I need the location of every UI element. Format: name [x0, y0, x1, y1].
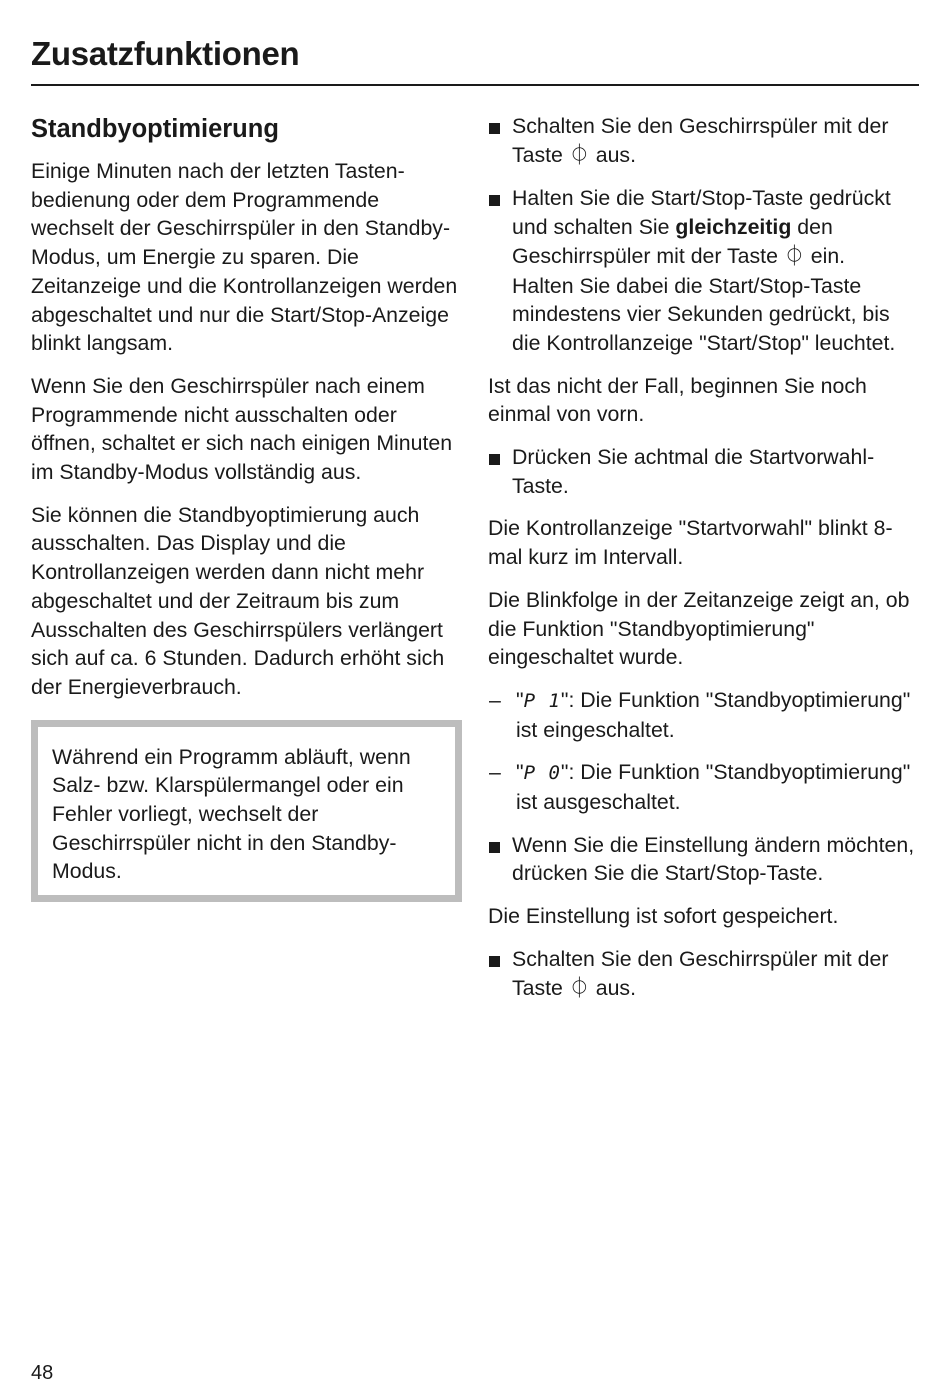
left-column [31, 112, 463, 902]
dash-item-off: – "P 0": Die Funktion "Standbyoptimierung" ist ausgeschaltet. [489, 760, 911, 815]
step-press-delay-start: Drücken Sie achtmal die Startvorwahl-Taste. [488, 443, 920, 500]
step-hold-detail: Halten Sie dabei die Start/Stop-Taste mindestens vier Sekunden gedrückt, bis die Kontrollanzeige "Start/Stop" leuchtet. [512, 273, 896, 355]
page-number: 48 [31, 1362, 54, 1382]
bullet-icon [489, 195, 500, 206]
notice-box [31, 720, 462, 903]
power-button-icon: ⏀ [568, 143, 590, 167]
step-switch-off: Schalten Sie den Geschirrspüler mit der Taste ⏀ aus. [488, 112, 920, 170]
dash-icon: – [489, 760, 501, 785]
paragraph-standby-intro: Einige Minuten nach der letzten Tastenbedienung oder dem Programmende wechselt der Geschirrspüler in den Standby-Modus, um Energie zu sparen. Die Zeitanzeige und die Kontrollanzeigen werden abgeschaltet und nur die Start/Stop-Anzeige blinkt langsam. [31, 159, 458, 356]
power-button-icon: ⏀ [783, 244, 805, 268]
step-switch-off-final: Schalten Sie den Geschirrspüler mit der Taste ⏀ aus. [488, 945, 920, 1003]
bullet-icon [489, 956, 500, 967]
header-rule [31, 84, 919, 86]
bullet-icon [489, 842, 500, 853]
display-code-p1: P 1 [523, 689, 561, 712]
paragraph-retry: Ist das nicht der Fall, beginnen Sie noch einmal von vorn. [488, 373, 867, 427]
dash-icon: – [489, 687, 501, 712]
paragraph-saved: Die Einstellung ist sofort gespeichert. [488, 904, 839, 929]
notice-text: Während ein Programm abläuft, wenn Salz- bzw. Klarspülermangel oder ein Fehler vorliegt, wechselt der Geschirrspüler nicht in den Standby-Modus. [52, 744, 411, 884]
paragraph-indicator-blinks: Die Kontrollanzeige "Startvorwahl" blinkt 8-mal kurz im Intervall. [488, 516, 893, 570]
dash-item-on: – "P 1": Die Funktion "Standbyoptimierung" ist eingeschaltet. [489, 687, 911, 742]
section-heading: Standbyoptimierung [31, 115, 279, 143]
power-button-icon: ⏀ [568, 976, 590, 1000]
page-title: Zusatzfunktionen [31, 35, 300, 72]
emphasis-text: gleichzeitig [675, 215, 792, 240]
page-header [31, 34, 919, 74]
paragraph-auto-off: Wenn Sie den Geschirrspüler nach einem Programmende nicht ausschalten oder öffnen, schaltet er sich nach einigen Minuten im Standby-Modus vollständig aus. [31, 373, 453, 485]
step-change-setting: Wenn Sie die Einstellung ändern möchten, drücken Sie die Start/Stop-Taste. [488, 831, 920, 888]
paragraph-blink-sequence: Die Blinkfolge in der Zeitanzeige zeigt an, ob die Funktion "Standbyoptimierung" eingeschaltet wurde. [488, 587, 910, 670]
display-code-p0: P 0 [523, 762, 561, 785]
bullet-icon [489, 123, 500, 134]
bullet-icon [489, 454, 500, 465]
right-column [488, 112, 920, 1017]
step-hold-start-stop: Halten Sie die Start/Stop-Taste gedrückt und schalten Sie gleichzeitig den Geschirrspüler mit der Taste ⏀ ein. Halten Sie dabei die Start/Stop-Taste mindestens vier Sekunden gedrückt, bis die Kontrollanzeige "Start/Stop" leuchtet. [488, 184, 920, 357]
paragraph-disable-option: Sie können die Standbyoptimierung auch ausschalten. Das Display und die Kontrollanzeigen werden dann nicht mehr abgeschaltet und der Zeitraum bis zum Ausschalten des Geschirrspülers verlängert sich auf ca. 6 Stunden. Dadurch erhöht sich der Energieverbrauch. [31, 502, 445, 699]
